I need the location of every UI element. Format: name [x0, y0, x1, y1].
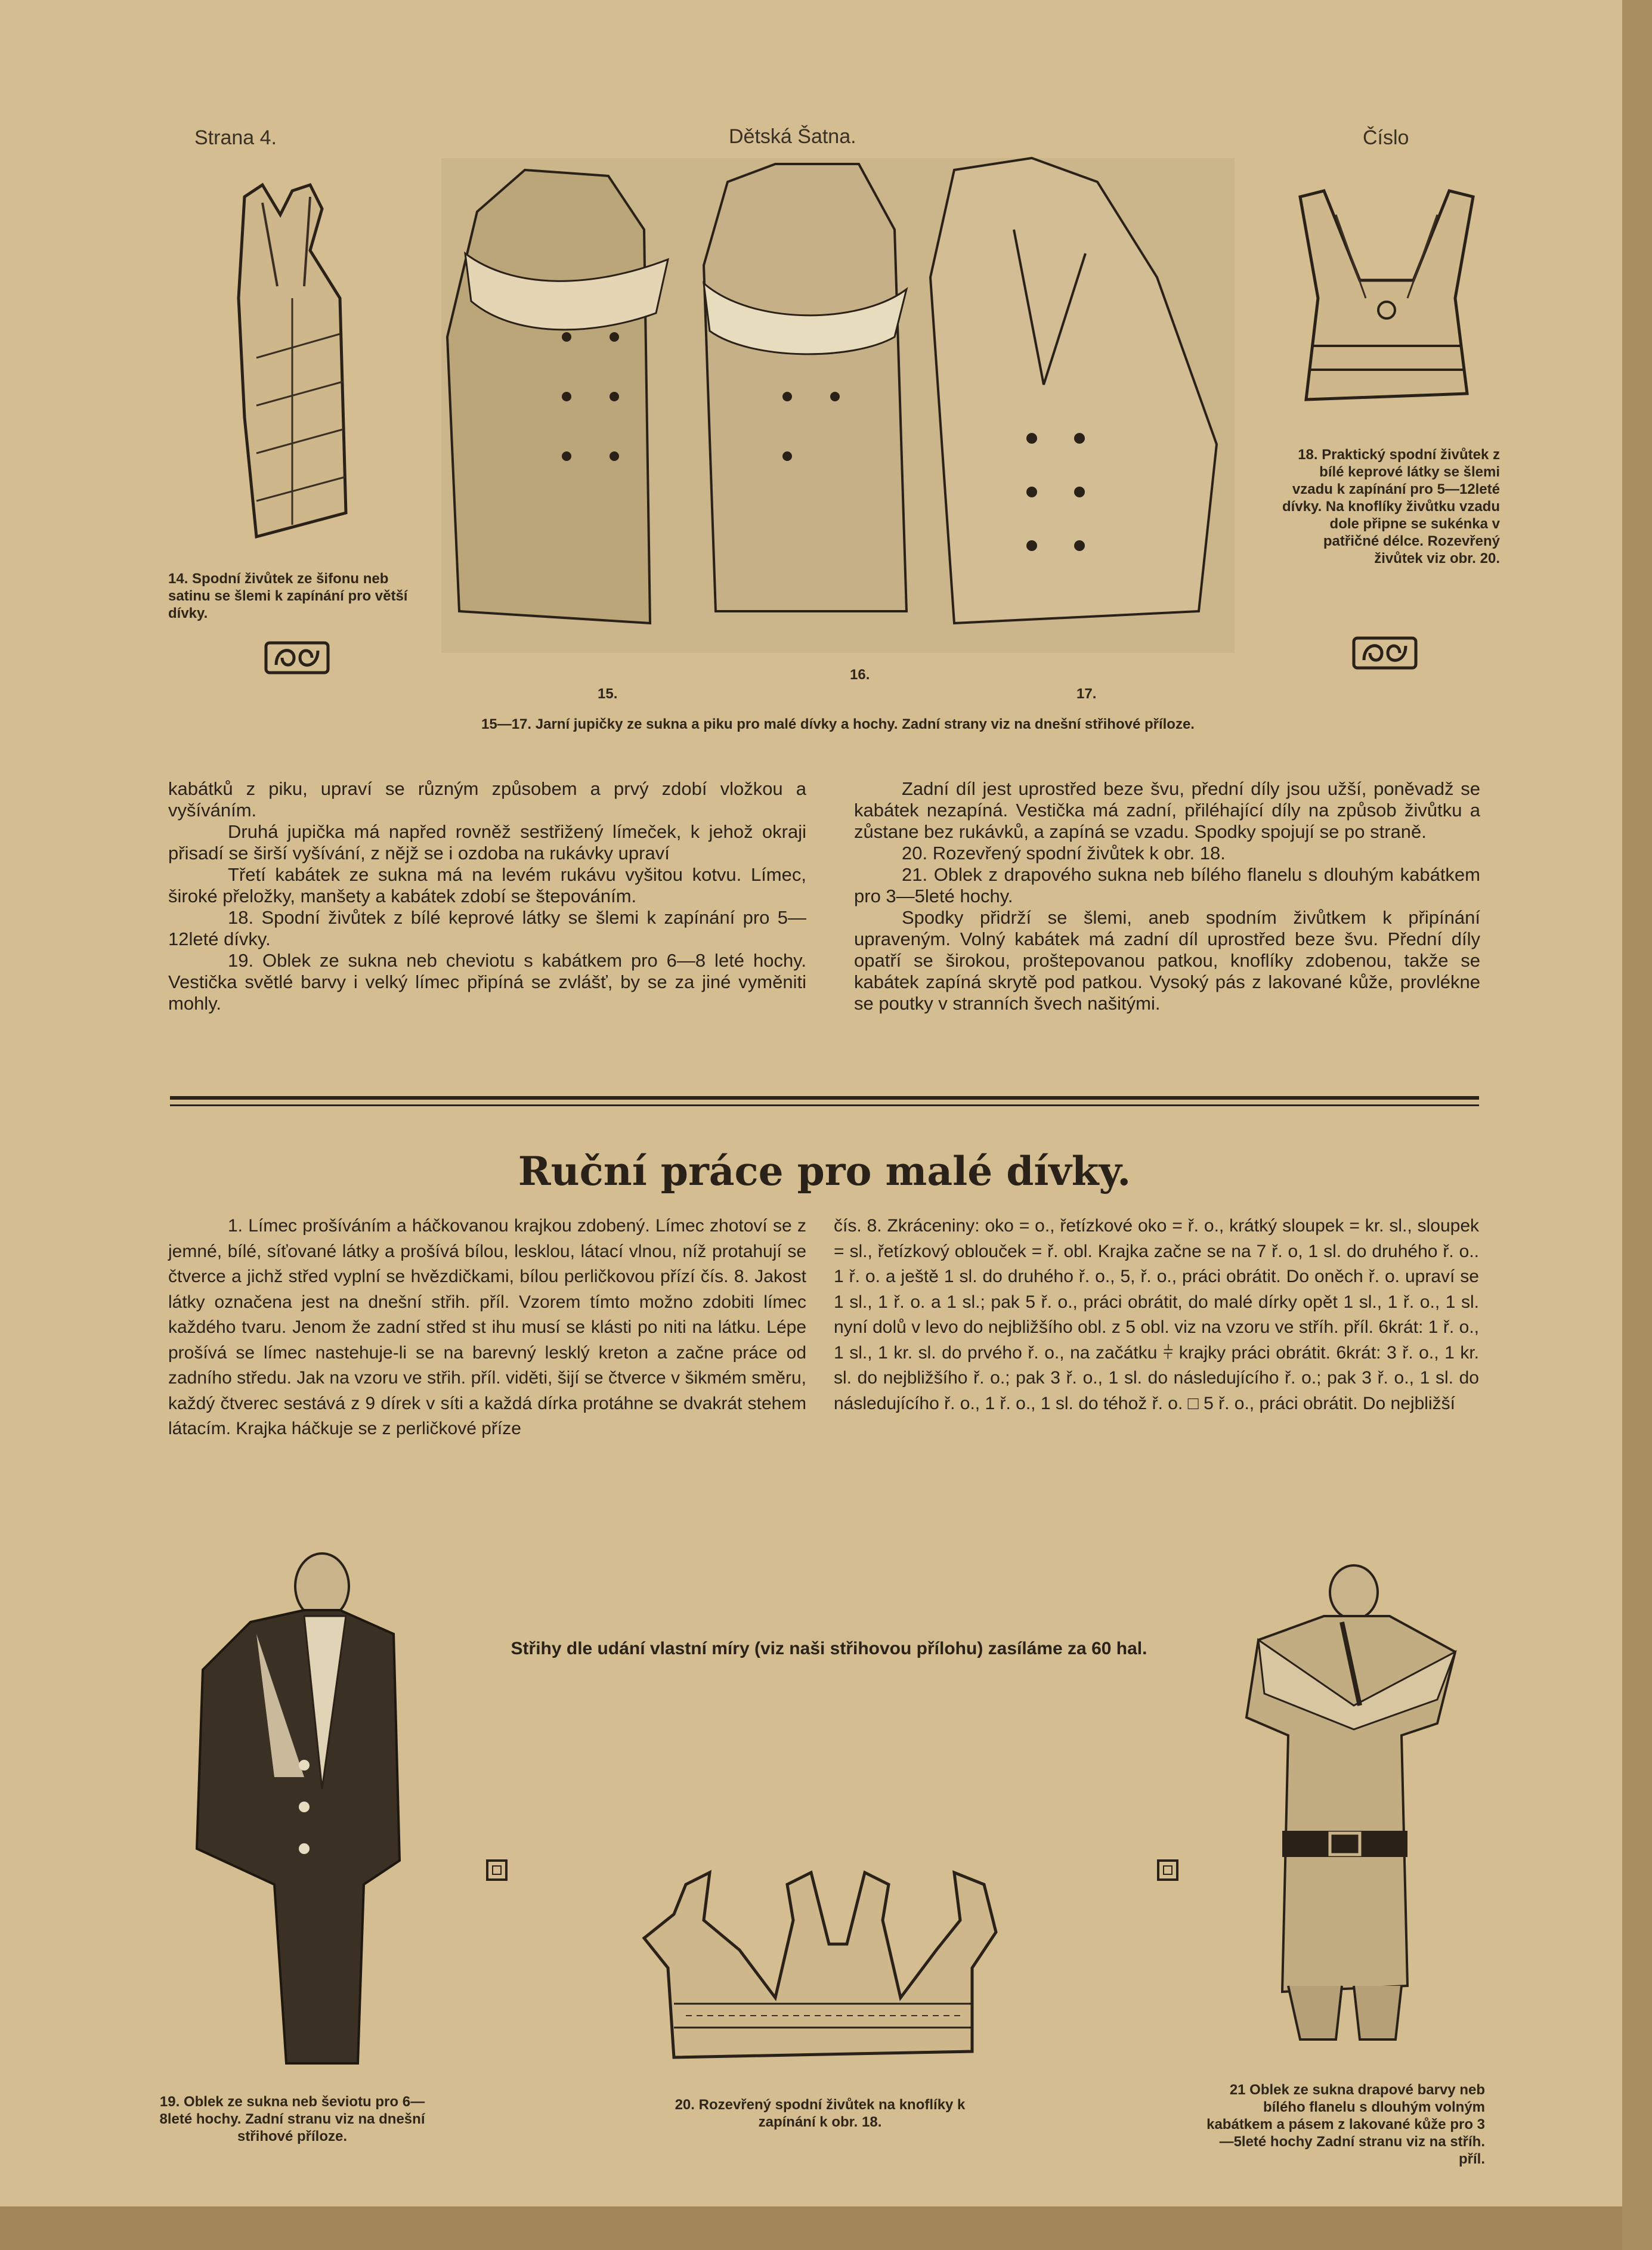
- paragraph: 18. Spodní živůtek z bílé keprové látky se šlemi k zapínání pro 5—12leté dívky.: [168, 907, 806, 949]
- pattern-marker-icon: [486, 1859, 508, 1881]
- section-title: Ruční práce pro malé dívky.: [518, 1148, 1131, 1194]
- pattern-marker-icon: [1157, 1859, 1178, 1881]
- order-note: Střihy dle udání vlastní míry (viz naši střihovou přílohu) zasíláme za 60 hal.: [511, 1639, 1147, 1658]
- fig19-caption: 19. Oblek ze sukna neb ševiotu pro 6—8leté hochy. Zadní stranu viz na dnešní střihové příloze.: [159, 2094, 425, 2144]
- fig15-number: 15.: [598, 686, 618, 702]
- suit-21-illustration: [1223, 1568, 1473, 2045]
- issue-label: Číslo: [1363, 126, 1409, 149]
- paragraph: 21. Oblek z drapového sukna neb bílého flanelu s dlouhým kabátkem pro 3—5leté hochy.: [854, 864, 1480, 906]
- section-divider: [170, 1104, 1479, 1106]
- bodice-14-illustration: [221, 179, 370, 555]
- fig20-caption: 20. Rozevřený spodní živůtek na knoflíky k zapínání k obr. 18.: [675, 2097, 966, 2130]
- handwork-right-column: čís. 8. Zkráceniny: oko = o., řetízkové oko = ř. o., krátký sloupek = kr. sl., sloupek = sl., řetízkový oblouček = ř. obl. Krajka začne se na 7 ř. o, 1 sl. do druhého ř. o.. 1 ř. o. a ještě 1 sl. do druhého ř. o., 5, ř. o., práci obrátit. Do oněch ř. o. upraví se 1 sl., 1 ř. o. a 1 sl.; pak 5 ř. o., práci obrátit, do malé dírky opět 1 sl., 1 ř. o., 1 sl. nyní dolů v levo do nejbližšího obl. z 5 obl. viz na vzoru ve stříh. příl. 6krát: 1 ř. o., 1 sl., 1 kr. sl. do prvého ř. o., na začátku ⫩ krajky práci obrátit. 6krát: 3 ř. o., 1 kr. sl. do nejbližšího ř. o.; pak 3 ř. o., 1 sl. do následujícího ř. o.; pak 3 ř. o., 1 sl. do následujícího ř. o., 1 ř. o., 1 sl. do téhož ř. o. □ 5 ř. o., práci obrátit. Do nejbližší: [834, 1216, 1479, 1413]
- top-right-column: [854, 778, 1480, 1014]
- fig14-caption: 14. Spodní živůtek ze šifonu neb satinu se šlemi k zapínání pro větší dívky.: [168, 571, 408, 621]
- ornament-icon: [264, 641, 330, 674]
- handwork-left-column: 1. Límec prošíváním a háčkovanou krajkou zdobený. Límec zhotoví se z jemné, bílé, síťované látky a prošívá bílou, lesklou, látací vlnou, níž protahují se čtverce a jichž střed vyplní se hvězdičkami, bílou perličkovou přízí čís. 8. Jakost látky označena jest na dnešní střih. příl. Vzorem tímto možno zdobiti límec každého tvaru. Jenom že zadní střed st ihu musí se klásti po niti na látku. Lépe prošívá se límec nastehuje-li se na barevný lesklý kreton a začne práce od zadního středu. Jak na vzoru ve střih. příl. viděti, šijí se čtverce v šikmém směru, každý čtverec sestává z 9 dírek v síti a každá dírka protáhne se dvakrát stehem látacím. Krajka háčkuje se z perličkové příze: [168, 1216, 806, 1438]
- suit-19-illustration: [185, 1550, 412, 2075]
- ornament-icon: [1352, 636, 1418, 670]
- paragraph: Spodky přidrží se šlemi, aneb spodním živůtkem k připínání upraveným. Volný kabátek má zadní díl uprostřed beze švu. Přední díly opatří se širokou, proštepovanou patkou, knoflíky zdobenou, takže se kabátek zapíná skrytě pod patkou. Vysoký pás z lakované kůže, provlékne se poutky v stranních švech našitými.: [854, 907, 1480, 1014]
- paragraph: Třetí kabátek ze sukna má na levém rukávu vyšitou kotvu. Límec, široké přeložky, manšety a kabátek zdobí se štepováním.: [168, 864, 806, 906]
- top-left-column: [168, 778, 806, 1014]
- paragraph: Zadní díl jest uprostřed beze švu, přední díly jsou užší, poněvadž se kabátek nezapíná. Vestička má zadní, přiléhající díly na způsob živůtku a zůstane bez rukávků, a zapíná se vzadu. Spodky spojují se po straně.: [854, 778, 1480, 842]
- fig16-number: 16.: [850, 667, 870, 683]
- paragraph: 20. Rozevřený spodní živůtek k obr. 18.: [902, 843, 1226, 864]
- paragraph: Druhá jupička má napřed rovněž sestřižený límeček, k jehož okraji přisadí se širší vyšívání, z nějž se i ozdoba na rukávky upraví: [168, 821, 806, 864]
- section-divider: [170, 1096, 1479, 1100]
- page-edge-bottom: [0, 2206, 1622, 2250]
- paragraph: kabátků z piku, upraví se různým způsobem a prvý zdobí vložkou a vyšíváním.: [168, 778, 806, 821]
- magazine-title: Dětská Šatna.: [729, 125, 856, 148]
- page-number: Strana 4.: [194, 126, 277, 149]
- bodice-18-illustration: [1288, 179, 1485, 411]
- bodice-20-illustration: [638, 1849, 1002, 2063]
- fig21-caption: 21 Oblek ze sukna drapové barvy neb bílého flanelu s dlouhým volným kabátkem a pásem z lakované kůže pro 3—5leté hochy Zadní stranu viz na stříh. příl.: [1206, 2082, 1485, 2167]
- page-edge-right: [1622, 0, 1652, 2250]
- jackets-15-17-illustration: [441, 158, 1235, 653]
- paragraph: 19. Oblek ze sukna neb cheviotu s kabátkem pro 6—8 leté hochy. Vestička světlé barvy i velký límec připíná se zvlášť, by se za jiné vyměniti mohly.: [168, 950, 806, 1014]
- fig18-caption: 18. Praktický spodní živůtek z bílé keprové látky se šlemi vzadu k zapínání pro 5—12leté dívky. Na knoflíky živůtku vzadu dole připne se sukénka v patřičné délce. Rozevřený živůtek viz obr. 20.: [1282, 447, 1500, 567]
- fig15-17-caption: 15—17. Jarní jupičky ze sukna a piku pro malé dívky a hochy. Zadní strany viz na dnešní střihové příloze.: [481, 716, 1195, 732]
- fig17-number: 17.: [1076, 686, 1097, 702]
